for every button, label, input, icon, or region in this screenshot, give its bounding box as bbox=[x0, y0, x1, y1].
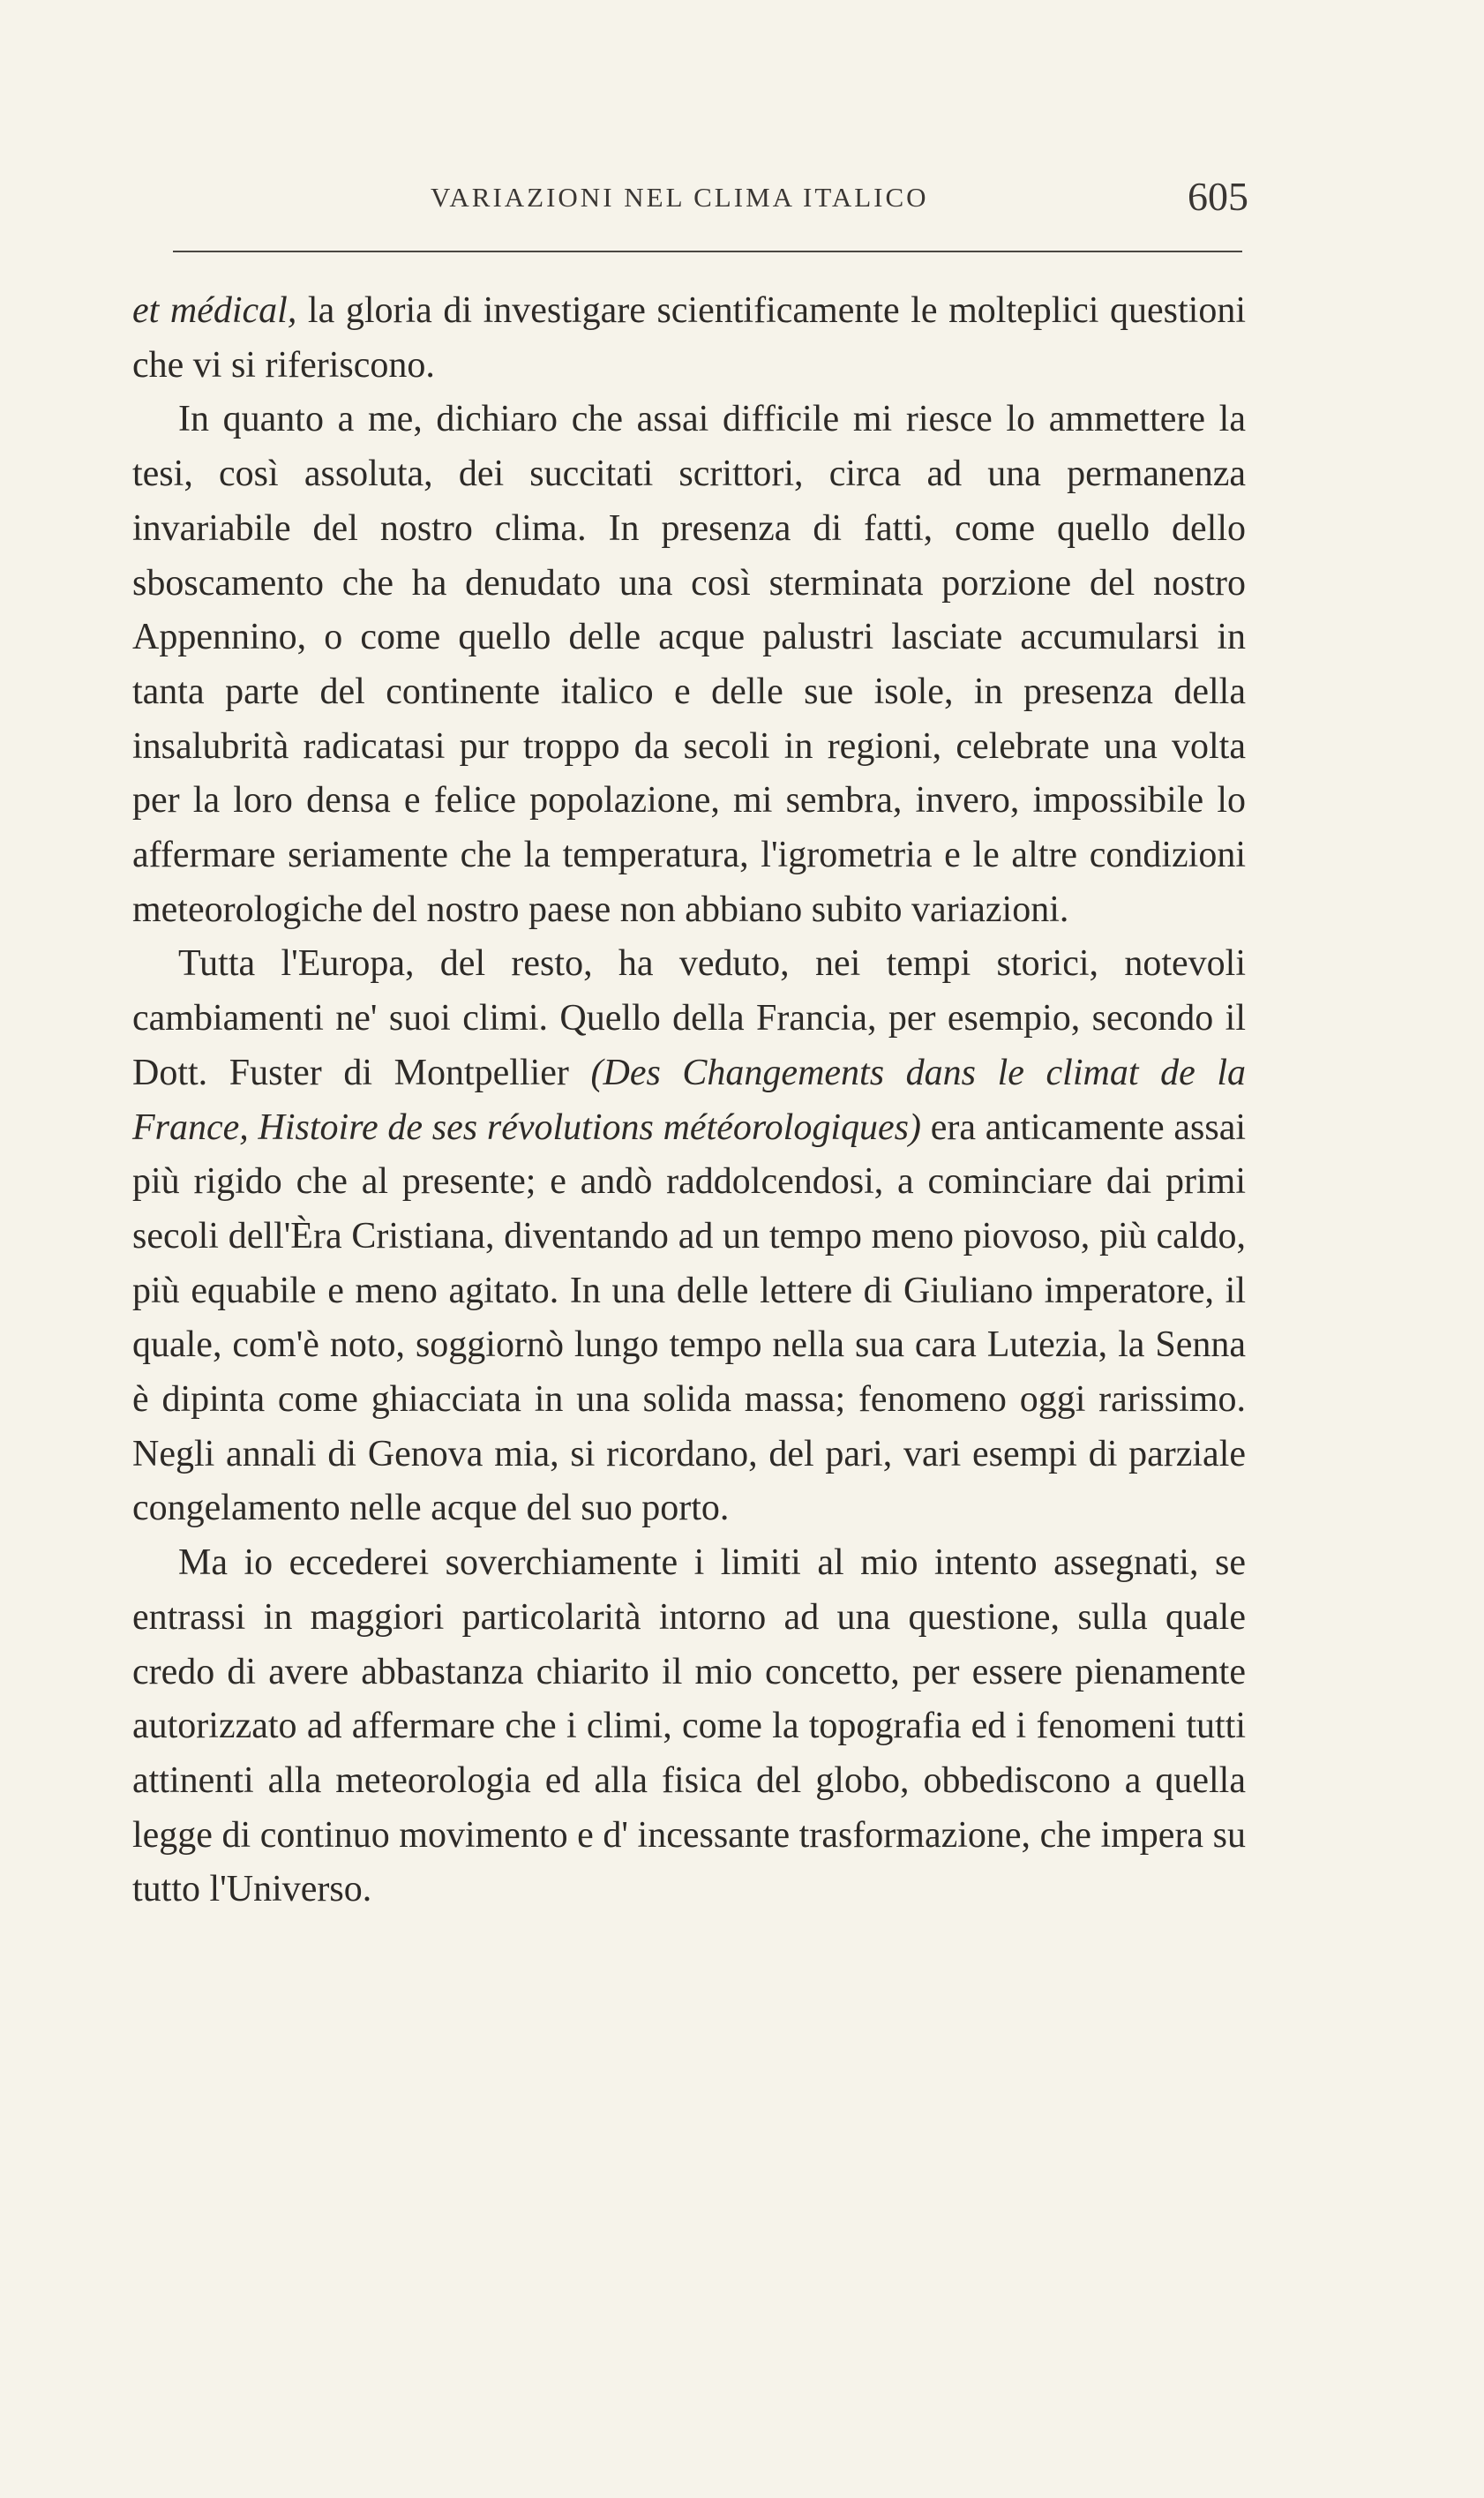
running-title: VARIAZIONI NEL CLIMA ITALICO bbox=[431, 182, 929, 213]
paragraph-3-after: era anticamente assai più rigido che al presente; e andò raddolcendosi, a cominciare dai primi secoli dell'Èra Cristiana, diventando ad un tempo meno piovoso, più caldo, più equabile e meno agitato. In una delle lettere di Giuliano imperatore, il quale, com'è noto, soggiornò lungo tempo nella sua cara Lutezia, la Senna è dipinta come ghiacciata in una solida massa; fenomeno oggi rarissimo. Negli annali di Genova mia, si ricordano, del pari, vari esempi di parziale congelamento nelle acque del suo porto. bbox=[132, 1106, 1247, 1529]
body-text bbox=[132, 284, 1246, 1917]
paragraph-4: Ma io eccederei soverchiamente i limiti al mio intento assegnati, se entrassi in maggiori particolarità intorno ad una questione, sulla quale credo di avere abbastanza chiarito il mio concetto, per essere pienamente autorizzato ad affermare che i climi, come la topografia ed i fenomeni tutti attinenti alla meteorologia ed alla fisica del globo, obbediscono a quella legge di continuo movimento e d' incessante trasformazione, che impera su tutto l'Universo. bbox=[132, 1542, 1246, 1910]
citation-italic: (Des Changements dans le climat de la France, Histoire de ses révolutions météorologiques) bbox=[132, 1052, 1246, 1148]
header-rule bbox=[173, 251, 1242, 252]
paragraph-3-before: Tutta l'Europa, del resto, ha veduto, nei tempi storici, notevoli cambiamenti ne' suoi climi. Quello della Francia, per esempio, secondo il Dott. Fuster di Montpellier bbox=[132, 943, 1246, 1093]
italic-lead: et médical, bbox=[132, 290, 297, 331]
paragraph-1 bbox=[132, 284, 1246, 393]
page-number: 605 bbox=[1188, 174, 1248, 219]
paragraph-3 bbox=[132, 937, 1246, 1536]
paragraph-2: In quanto a me, dichiaro che assai difficile mi riesce lo ammettere la tesi, così assoluta, dei succitati scrittori, circa ad una permanenza invariabile del nostro clima. In presenza di fatti, come quello dello sboscamento che ha denudato una così sterminata porzione del nostro Appennino, o come quello delle acque palustri lasciate accumularsi in tanta parte del continente italico e delle sue isole, in presenza della insalubrità radicatasi pur troppo da secoli in regioni, celebrate una volta per la loro densa e felice popolazione, mi sembra, invero, impossibile lo affermare seriamente che la temperatura, l'igrometria e le altre condizioni meteorologiche del nostro paese non abbiano subito variazioni. bbox=[132, 399, 1246, 930]
running-head bbox=[0, 173, 1484, 226]
paragraph-1-text: la gloria di investigare scientificamente le molteplici questioni che vi si riferiscono. bbox=[132, 290, 1246, 386]
